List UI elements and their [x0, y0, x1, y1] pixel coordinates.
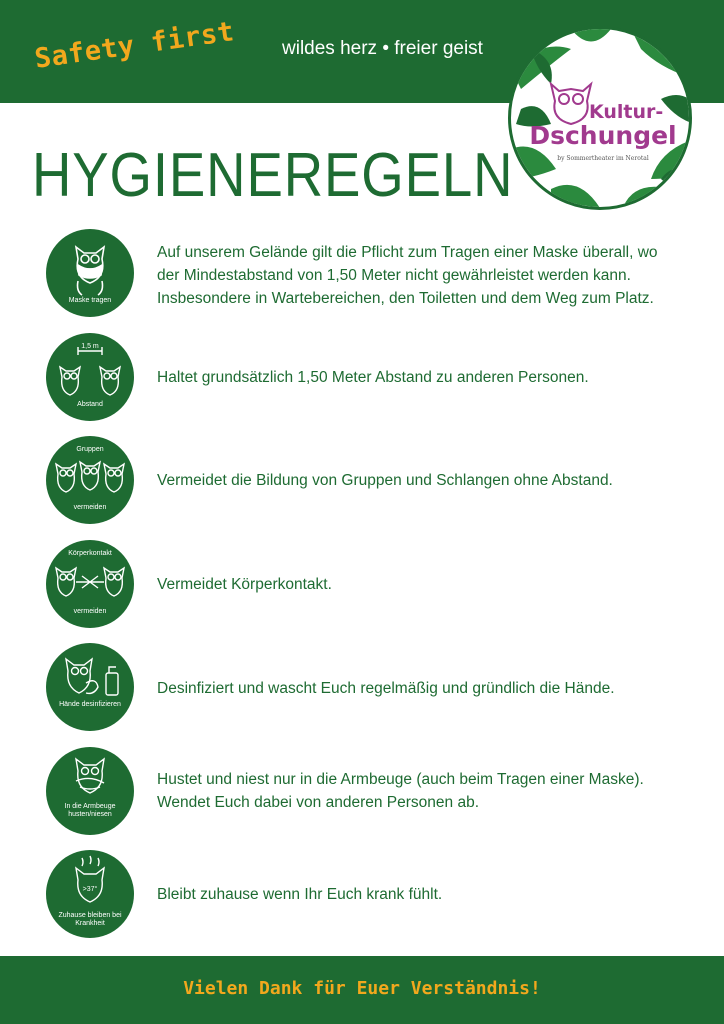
rule-line: Desinfiziert und wascht Euch regelmäßig und gründlich die Hände.: [157, 680, 615, 697]
tagline: Safety first: [32, 16, 237, 75]
rule-icon-sneeze: [46, 747, 134, 835]
rule-line: Haltet grundsätzlich 1,50 Meter Abstand zu anderen Personen.: [157, 369, 589, 386]
motto: wildes herz • freier geist: [282, 38, 483, 59]
rule-text: [157, 469, 697, 492]
logo-text-line1: Kultur-: [589, 101, 664, 123]
sneeze-owl-icon: [46, 747, 134, 835]
rule-caption-top: 1,5 m: [81, 343, 99, 350]
logo: [508, 26, 692, 210]
rule-line: Bleibt zuhause wenn Ihr Euch krank fühlt.: [157, 886, 443, 903]
logo-text-line2: Dschungel: [529, 121, 677, 150]
rule-caption-bottom: Zuhause bleiben bei Krankheit: [58, 912, 122, 927]
rule-text: [157, 883, 697, 906]
rule-caption-bottom: Abstand: [77, 401, 103, 408]
rule-icon-groups: [46, 436, 134, 524]
rule-icon-sanitize: [46, 643, 134, 731]
rule-line: Hustet und niest nur in die Armbeuge (auch beim Tragen einer Maske).: [157, 771, 644, 788]
rule-text: [157, 366, 697, 389]
footer-bar: [0, 956, 724, 1024]
rule-line: Wendet Euch dabei von anderen Personen ab.: [157, 794, 480, 811]
rule-line: Vermeidet die Bildung von Gruppen und Schlangen ohne Abstand.: [157, 472, 613, 489]
hand-sanitizer-owl-icon: [46, 643, 134, 731]
rule-line: Auf unserem Gelände gilt die Pflicht zum Tragen einer Maske überall, wo: [157, 244, 658, 261]
rule-text: [157, 677, 697, 700]
page-title: HYGIENEREGELN: [32, 141, 514, 210]
rule-caption-bottom: Maske tragen: [68, 297, 112, 304]
rule-icon-fever: [46, 850, 134, 938]
rule-caption-top: Gruppen: [76, 446, 104, 453]
rule-line: der Mindestabstand von 1,50 Meter nicht gewährleistet werden kann.: [157, 267, 631, 284]
footer-text: Vielen Dank für Euer Verständnis!: [183, 978, 541, 999]
rule-caption-top: Körperkontakt: [68, 550, 112, 557]
rule-caption-bottom: Hände desinfizieren: [59, 701, 121, 708]
rule-caption-bottom: vermeiden: [73, 608, 107, 615]
rule-caption-bottom: In die Armbeuge husten/niesen: [64, 803, 116, 818]
rule-line: Insbesondere in Wartebereichen, den Toiletten und dem Weg zum Platz.: [157, 290, 654, 307]
rule-text: [157, 573, 697, 596]
rule-line: Vermeidet Körperkontakt.: [157, 576, 332, 593]
rule-text: [157, 241, 697, 310]
rule-text: [157, 768, 697, 814]
rule-icon-contact: [46, 540, 134, 628]
rule-caption-top: >37°: [82, 886, 98, 893]
logo-subtitle: by Sommertheater im Nerotal: [557, 155, 649, 162]
rule-icon-mask: [46, 229, 134, 317]
rule-icon-distance: [46, 333, 134, 421]
rule-caption-bottom: vermeiden: [73, 504, 107, 511]
